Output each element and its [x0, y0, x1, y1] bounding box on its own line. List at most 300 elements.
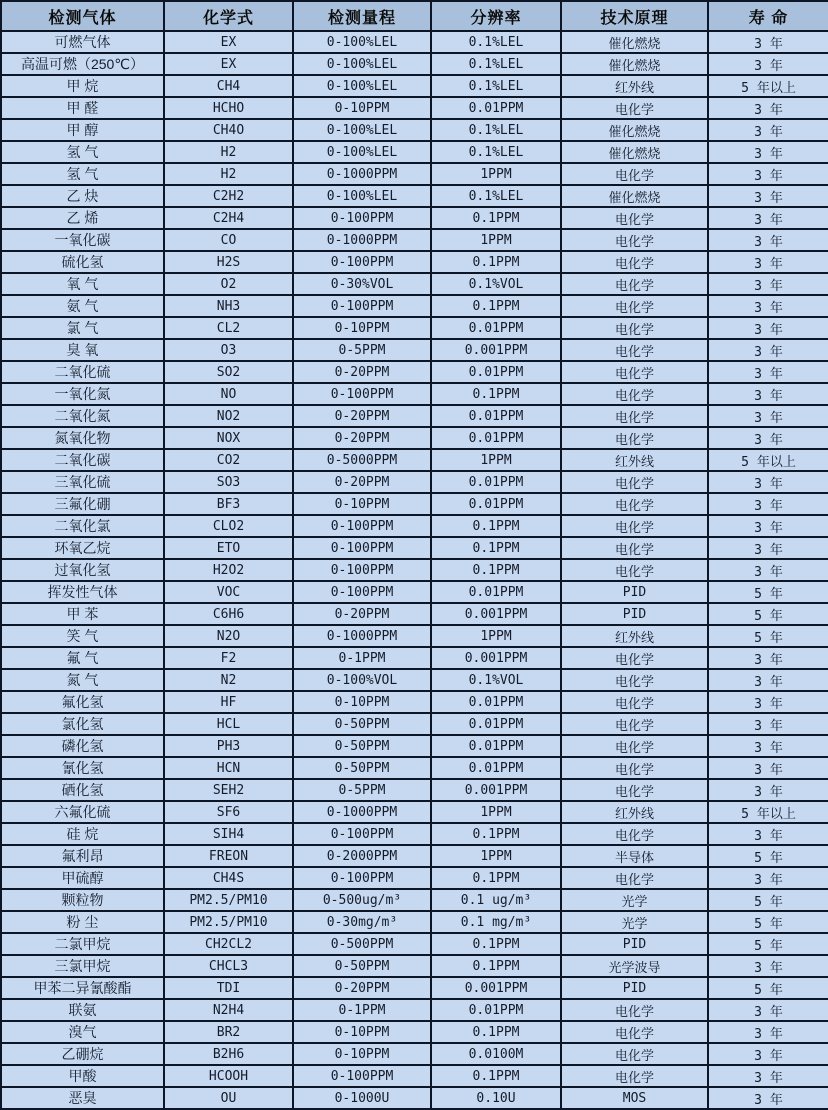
cell-chemical-formula: C2H2 [164, 185, 293, 207]
cell-resolution: 1PPM [431, 449, 561, 471]
cell-detection-range: 0-100PPM [293, 515, 431, 537]
cell-gas-name: 高温可燃（250℃） [1, 53, 164, 75]
cell-detection-range: 0-100PPM [293, 867, 431, 889]
cell-technology-principle: 电化学 [561, 559, 708, 581]
cell-detection-range: 0-100%LEL [293, 119, 431, 141]
table-row [1, 295, 828, 317]
cell-resolution: 0.10U [431, 1087, 561, 1109]
cell-resolution: 0.1 ug/m³ [431, 889, 561, 911]
cell-resolution: 0.01PPM [431, 471, 561, 493]
cell-resolution: 0.1%LEL [431, 141, 561, 163]
cell-detection-range: 0-30mg/m³ [293, 911, 431, 933]
cell-lifespan: 3 年 [708, 295, 828, 317]
table-row [1, 911, 828, 933]
cell-detection-range: 0-10PPM [293, 493, 431, 515]
cell-detection-range: 0-10PPM [293, 97, 431, 119]
cell-technology-principle: PID [561, 603, 708, 625]
cell-technology-principle: 电化学 [561, 669, 708, 691]
table-row [1, 801, 828, 823]
cell-chemical-formula: VOC [164, 581, 293, 603]
table-row [1, 867, 828, 889]
cell-chemical-formula: SEH2 [164, 779, 293, 801]
cell-gas-name: 氮 气 [1, 669, 164, 691]
cell-chemical-formula: NO2 [164, 405, 293, 427]
cell-technology-principle: 电化学 [561, 713, 708, 735]
cell-resolution: 0.1PPM [431, 559, 561, 581]
cell-detection-range: 0-20PPM [293, 427, 431, 449]
cell-detection-range: 0-50PPM [293, 955, 431, 977]
cell-detection-range: 0-10PPM [293, 317, 431, 339]
cell-technology-principle: 光学波导 [561, 955, 708, 977]
cell-chemical-formula: EX [164, 53, 293, 75]
cell-gas-name: 氢 气 [1, 163, 164, 185]
cell-chemical-formula: O2 [164, 273, 293, 295]
cell-detection-range: 0-10PPM [293, 691, 431, 713]
cell-gas-name: 过氧化氢 [1, 559, 164, 581]
cell-resolution: 0.01PPM [431, 757, 561, 779]
cell-chemical-formula: SF6 [164, 801, 293, 823]
cell-technology-principle: 电化学 [561, 97, 708, 119]
cell-chemical-formula: HCL [164, 713, 293, 735]
cell-chemical-formula: NO [164, 383, 293, 405]
cell-technology-principle: PID [561, 933, 708, 955]
table-row [1, 119, 828, 141]
cell-detection-range: 0-1000U [293, 1087, 431, 1109]
header-lifespan: 寿 命 [708, 1, 828, 31]
cell-lifespan: 5 年 [708, 977, 828, 999]
cell-detection-range: 0-100%LEL [293, 141, 431, 163]
cell-resolution: 0.0100M [431, 1043, 561, 1065]
cell-resolution: 0.1%LEL [431, 119, 561, 141]
cell-technology-principle: 电化学 [561, 251, 708, 273]
cell-resolution: 0.01PPM [431, 405, 561, 427]
cell-lifespan: 5 年 [708, 603, 828, 625]
cell-lifespan: 5 年以上 [708, 75, 828, 97]
cell-chemical-formula: EX [164, 31, 293, 53]
cell-chemical-formula: HCHO [164, 97, 293, 119]
cell-technology-principle: 电化学 [561, 295, 708, 317]
cell-chemical-formula: HCN [164, 757, 293, 779]
cell-chemical-formula: BR2 [164, 1021, 293, 1043]
cell-lifespan: 3 年 [708, 823, 828, 845]
cell-resolution: 1PPM [431, 625, 561, 647]
cell-gas-name: 溴气 [1, 1021, 164, 1043]
table-row [1, 603, 828, 625]
cell-resolution: 0.01PPM [431, 713, 561, 735]
cell-gas-name: 甲苯二异氰酸酯 [1, 977, 164, 999]
cell-detection-range: 0-100PPM [293, 1065, 431, 1087]
cell-resolution: 0.01PPM [431, 97, 561, 119]
cell-detection-range: 0-100PPM [293, 581, 431, 603]
cell-lifespan: 3 年 [708, 1043, 828, 1065]
table-row [1, 383, 828, 405]
cell-gas-name: 甲硫醇 [1, 867, 164, 889]
cell-chemical-formula: O3 [164, 339, 293, 361]
cell-chemical-formula: PH3 [164, 735, 293, 757]
table-row [1, 31, 828, 53]
cell-gas-name: 三氧化硫 [1, 471, 164, 493]
cell-resolution: 1PPM [431, 229, 561, 251]
cell-technology-principle: 电化学 [561, 405, 708, 427]
cell-detection-range: 0-5PPM [293, 339, 431, 361]
header-resolution: 分辨率 [431, 1, 561, 31]
table-row [1, 163, 828, 185]
table-row [1, 251, 828, 273]
table-row [1, 999, 828, 1021]
table-row [1, 493, 828, 515]
cell-technology-principle: 催化燃烧 [561, 119, 708, 141]
header-technology-principle: 技术原理 [561, 1, 708, 31]
table-row [1, 317, 828, 339]
cell-technology-principle: 电化学 [561, 1043, 708, 1065]
header-detection-range: 检测量程 [293, 1, 431, 31]
table-row [1, 405, 828, 427]
cell-gas-name: 氨 气 [1, 295, 164, 317]
cell-lifespan: 5 年 [708, 581, 828, 603]
cell-gas-name: 二氧化硫 [1, 361, 164, 383]
cell-detection-range: 0-500PPM [293, 933, 431, 955]
cell-gas-name: 甲 醛 [1, 97, 164, 119]
cell-technology-principle: 光学 [561, 911, 708, 933]
table-row [1, 625, 828, 647]
cell-detection-range: 0-1PPM [293, 999, 431, 1021]
cell-gas-name: 甲 醇 [1, 119, 164, 141]
cell-technology-principle: 电化学 [561, 427, 708, 449]
cell-detection-range: 0-100%LEL [293, 53, 431, 75]
table-row [1, 537, 828, 559]
cell-chemical-formula: SIH4 [164, 823, 293, 845]
cell-lifespan: 5 年 [708, 933, 828, 955]
cell-chemical-formula: CH4 [164, 75, 293, 97]
cell-lifespan: 3 年 [708, 427, 828, 449]
cell-resolution: 0.01PPM [431, 735, 561, 757]
cell-lifespan: 3 年 [708, 361, 828, 383]
cell-technology-principle: 催化燃烧 [561, 141, 708, 163]
cell-resolution: 0.1PPM [431, 537, 561, 559]
cell-chemical-formula: OU [164, 1087, 293, 1109]
cell-gas-name: 联氨 [1, 999, 164, 1021]
cell-detection-range: 0-100PPM [293, 823, 431, 845]
cell-chemical-formula: H2S [164, 251, 293, 273]
cell-lifespan: 3 年 [708, 647, 828, 669]
cell-chemical-formula: CH2CL2 [164, 933, 293, 955]
cell-chemical-formula: H2 [164, 141, 293, 163]
cell-lifespan: 3 年 [708, 317, 828, 339]
cell-lifespan: 3 年 [708, 1021, 828, 1043]
cell-resolution: 0.1%LEL [431, 31, 561, 53]
cell-gas-name: 氧 气 [1, 273, 164, 295]
cell-technology-principle: MOS [561, 1087, 708, 1109]
table-row [1, 1087, 828, 1109]
cell-technology-principle: 电化学 [561, 317, 708, 339]
cell-chemical-formula: CH4S [164, 867, 293, 889]
cell-gas-name: 粉 尘 [1, 911, 164, 933]
table-row [1, 669, 828, 691]
cell-chemical-formula: HCOOH [164, 1065, 293, 1087]
cell-resolution: 0.1PPM [431, 1065, 561, 1087]
table-row [1, 449, 828, 471]
cell-lifespan: 3 年 [708, 559, 828, 581]
cell-gas-name: 氟化氢 [1, 691, 164, 713]
cell-resolution: 0.1PPM [431, 933, 561, 955]
cell-lifespan: 3 年 [708, 207, 828, 229]
cell-gas-name: 二氧化氮 [1, 405, 164, 427]
cell-detection-range: 0-30%VOL [293, 273, 431, 295]
cell-gas-name: 挥发性气体 [1, 581, 164, 603]
cell-lifespan: 5 年以上 [708, 449, 828, 471]
cell-chemical-formula: C2H4 [164, 207, 293, 229]
cell-resolution: 0.01PPM [431, 581, 561, 603]
cell-technology-principle: 电化学 [561, 647, 708, 669]
cell-technology-principle: 电化学 [561, 823, 708, 845]
cell-chemical-formula: NH3 [164, 295, 293, 317]
cell-detection-range: 0-20PPM [293, 405, 431, 427]
cell-detection-range: 0-20PPM [293, 361, 431, 383]
cell-technology-principle: 催化燃烧 [561, 53, 708, 75]
table-row [1, 889, 828, 911]
cell-lifespan: 3 年 [708, 779, 828, 801]
table-row [1, 339, 828, 361]
cell-resolution: 0.1%LEL [431, 185, 561, 207]
cell-chemical-formula: CO2 [164, 449, 293, 471]
cell-technology-principle: PID [561, 977, 708, 999]
table-row [1, 955, 828, 977]
cell-technology-principle: 电化学 [561, 207, 708, 229]
cell-detection-range: 0-100%LEL [293, 185, 431, 207]
cell-gas-name: 可燃气体 [1, 31, 164, 53]
cell-technology-principle: 电化学 [561, 757, 708, 779]
cell-gas-name: 二氯甲烷 [1, 933, 164, 955]
cell-technology-principle: 电化学 [561, 1021, 708, 1043]
cell-detection-range: 0-5000PPM [293, 449, 431, 471]
cell-chemical-formula: CLO2 [164, 515, 293, 537]
cell-detection-range: 0-100PPM [293, 383, 431, 405]
cell-gas-name: 乙硼烷 [1, 1043, 164, 1065]
cell-detection-range: 0-100PPM [293, 207, 431, 229]
cell-chemical-formula: B2H6 [164, 1043, 293, 1065]
cell-gas-name: 三氟化硼 [1, 493, 164, 515]
cell-technology-principle: 电化学 [561, 163, 708, 185]
cell-detection-range: 0-50PPM [293, 757, 431, 779]
cell-technology-principle: 电化学 [561, 537, 708, 559]
table-row [1, 757, 828, 779]
cell-technology-principle: 电化学 [561, 735, 708, 757]
cell-lifespan: 3 年 [708, 1087, 828, 1109]
table-row [1, 75, 828, 97]
cell-lifespan: 3 年 [708, 669, 828, 691]
cell-chemical-formula: CL2 [164, 317, 293, 339]
cell-lifespan: 3 年 [708, 31, 828, 53]
table-row [1, 185, 828, 207]
cell-lifespan: 3 年 [708, 1065, 828, 1087]
table-row [1, 207, 828, 229]
cell-resolution: 0.1 mg/m³ [431, 911, 561, 933]
cell-resolution: 0.1PPM [431, 383, 561, 405]
cell-resolution: 0.01PPM [431, 361, 561, 383]
cell-detection-range: 0-100PPM [293, 537, 431, 559]
table-row [1, 229, 828, 251]
cell-resolution: 0.01PPM [431, 317, 561, 339]
table-row [1, 823, 828, 845]
cell-gas-name: 一氧化氮 [1, 383, 164, 405]
cell-lifespan: 3 年 [708, 383, 828, 405]
cell-gas-name: 颗粒物 [1, 889, 164, 911]
cell-chemical-formula: ETO [164, 537, 293, 559]
table-row [1, 977, 828, 999]
cell-gas-name: 二氧化氯 [1, 515, 164, 537]
table-row [1, 647, 828, 669]
cell-lifespan: 3 年 [708, 119, 828, 141]
header-chemical-formula: 化学式 [164, 1, 293, 31]
cell-chemical-formula: FREON [164, 845, 293, 867]
cell-technology-principle: 红外线 [561, 801, 708, 823]
cell-lifespan: 3 年 [708, 999, 828, 1021]
cell-detection-range: 0-2000PPM [293, 845, 431, 867]
cell-lifespan: 3 年 [708, 185, 828, 207]
table-row [1, 713, 828, 735]
cell-technology-principle: 催化燃烧 [561, 31, 708, 53]
cell-resolution: 0.01PPM [431, 427, 561, 449]
table-row [1, 735, 828, 757]
cell-chemical-formula: N2 [164, 669, 293, 691]
cell-lifespan: 3 年 [708, 53, 828, 75]
cell-resolution: 0.1%LEL [431, 75, 561, 97]
table-row [1, 515, 828, 537]
cell-technology-principle: 电化学 [561, 361, 708, 383]
table-row [1, 845, 828, 867]
cell-gas-name: 甲 烷 [1, 75, 164, 97]
cell-resolution: 1PPM [431, 845, 561, 867]
cell-gas-name: 氮氧化物 [1, 427, 164, 449]
cell-technology-principle: 电化学 [561, 691, 708, 713]
cell-resolution: 0.1%LEL [431, 53, 561, 75]
table-row [1, 581, 828, 603]
cell-gas-name: 甲 苯 [1, 603, 164, 625]
cell-lifespan: 3 年 [708, 141, 828, 163]
cell-technology-principle: 电化学 [561, 229, 708, 251]
cell-resolution: 0.1PPM [431, 823, 561, 845]
cell-detection-range: 0-1000PPM [293, 801, 431, 823]
cell-resolution: 0.001PPM [431, 779, 561, 801]
cell-gas-name: 氢 气 [1, 141, 164, 163]
cell-resolution: 0.1PPM [431, 515, 561, 537]
cell-gas-name: 硅 烷 [1, 823, 164, 845]
table-row [1, 141, 828, 163]
cell-detection-range: 0-100PPM [293, 251, 431, 273]
cell-chemical-formula: PM2.5/PM10 [164, 911, 293, 933]
cell-lifespan: 3 年 [708, 955, 828, 977]
cell-chemical-formula: C6H6 [164, 603, 293, 625]
cell-lifespan: 3 年 [708, 97, 828, 119]
cell-technology-principle: 电化学 [561, 339, 708, 361]
cell-chemical-formula: NOX [164, 427, 293, 449]
cell-resolution: 0.001PPM [431, 339, 561, 361]
cell-lifespan: 3 年 [708, 229, 828, 251]
cell-gas-name: 氯化氢 [1, 713, 164, 735]
table-row [1, 691, 828, 713]
table-row [1, 1065, 828, 1087]
cell-gas-name: 氟 气 [1, 647, 164, 669]
cell-detection-range: 0-100%LEL [293, 75, 431, 97]
cell-resolution: 1PPM [431, 163, 561, 185]
cell-resolution: 0.1PPM [431, 251, 561, 273]
table-row [1, 559, 828, 581]
cell-detection-range: 0-20PPM [293, 471, 431, 493]
cell-lifespan: 3 年 [708, 493, 828, 515]
cell-resolution: 0.01PPM [431, 999, 561, 1021]
cell-chemical-formula: TDI [164, 977, 293, 999]
cell-technology-principle: 半导体 [561, 845, 708, 867]
table-row [1, 471, 828, 493]
cell-gas-name: 三氯甲烷 [1, 955, 164, 977]
cell-detection-range: 0-100%LEL [293, 31, 431, 53]
table-row [1, 361, 828, 383]
cell-gas-name: 笑 气 [1, 625, 164, 647]
cell-technology-principle: 电化学 [561, 471, 708, 493]
cell-gas-name: 氯 气 [1, 317, 164, 339]
cell-lifespan: 3 年 [708, 735, 828, 757]
cell-chemical-formula: BF3 [164, 493, 293, 515]
table-row [1, 1043, 828, 1065]
cell-lifespan: 3 年 [708, 867, 828, 889]
cell-gas-name: 六氟化硫 [1, 801, 164, 823]
cell-technology-principle: PID [561, 581, 708, 603]
cell-detection-range: 0-1PPM [293, 647, 431, 669]
cell-lifespan: 5 年 [708, 889, 828, 911]
cell-chemical-formula: F2 [164, 647, 293, 669]
cell-gas-name: 环氧乙烷 [1, 537, 164, 559]
table-row [1, 53, 828, 75]
cell-technology-principle: 电化学 [561, 1065, 708, 1087]
cell-gas-name: 恶臭 [1, 1087, 164, 1109]
table-row [1, 933, 828, 955]
cell-lifespan: 5 年 [708, 625, 828, 647]
cell-lifespan: 5 年 [708, 845, 828, 867]
table-body [1, 31, 828, 1109]
cell-resolution: 0.1PPM [431, 867, 561, 889]
cell-chemical-formula: N2O [164, 625, 293, 647]
cell-technology-principle: 光学 [561, 889, 708, 911]
cell-chemical-formula: CH4O [164, 119, 293, 141]
cell-detection-range: 0-10PPM [293, 1043, 431, 1065]
cell-chemical-formula: SO2 [164, 361, 293, 383]
cell-lifespan: 5 年以上 [708, 801, 828, 823]
cell-lifespan: 3 年 [708, 251, 828, 273]
cell-detection-range: 0-10PPM [293, 1021, 431, 1043]
cell-gas-name: 臭 氧 [1, 339, 164, 361]
cell-lifespan: 3 年 [708, 405, 828, 427]
cell-chemical-formula: PM2.5/PM10 [164, 889, 293, 911]
cell-detection-range: 0-1000PPM [293, 625, 431, 647]
cell-technology-principle: 电化学 [561, 493, 708, 515]
cell-gas-name: 磷化氢 [1, 735, 164, 757]
cell-resolution: 0.1%VOL [431, 273, 561, 295]
cell-lifespan: 3 年 [708, 471, 828, 493]
header-row [1, 1, 828, 31]
cell-lifespan: 3 年 [708, 339, 828, 361]
cell-chemical-formula: H2 [164, 163, 293, 185]
cell-technology-principle: 红外线 [561, 75, 708, 97]
cell-lifespan: 3 年 [708, 515, 828, 537]
cell-technology-principle: 红外线 [561, 449, 708, 471]
cell-gas-name: 乙 炔 [1, 185, 164, 207]
table-row [1, 427, 828, 449]
cell-detection-range: 0-100%VOL [293, 669, 431, 691]
cell-resolution: 0.01PPM [431, 691, 561, 713]
cell-gas-name: 氰化氢 [1, 757, 164, 779]
cell-chemical-formula: CHCL3 [164, 955, 293, 977]
cell-detection-range: 0-100PPM [293, 559, 431, 581]
